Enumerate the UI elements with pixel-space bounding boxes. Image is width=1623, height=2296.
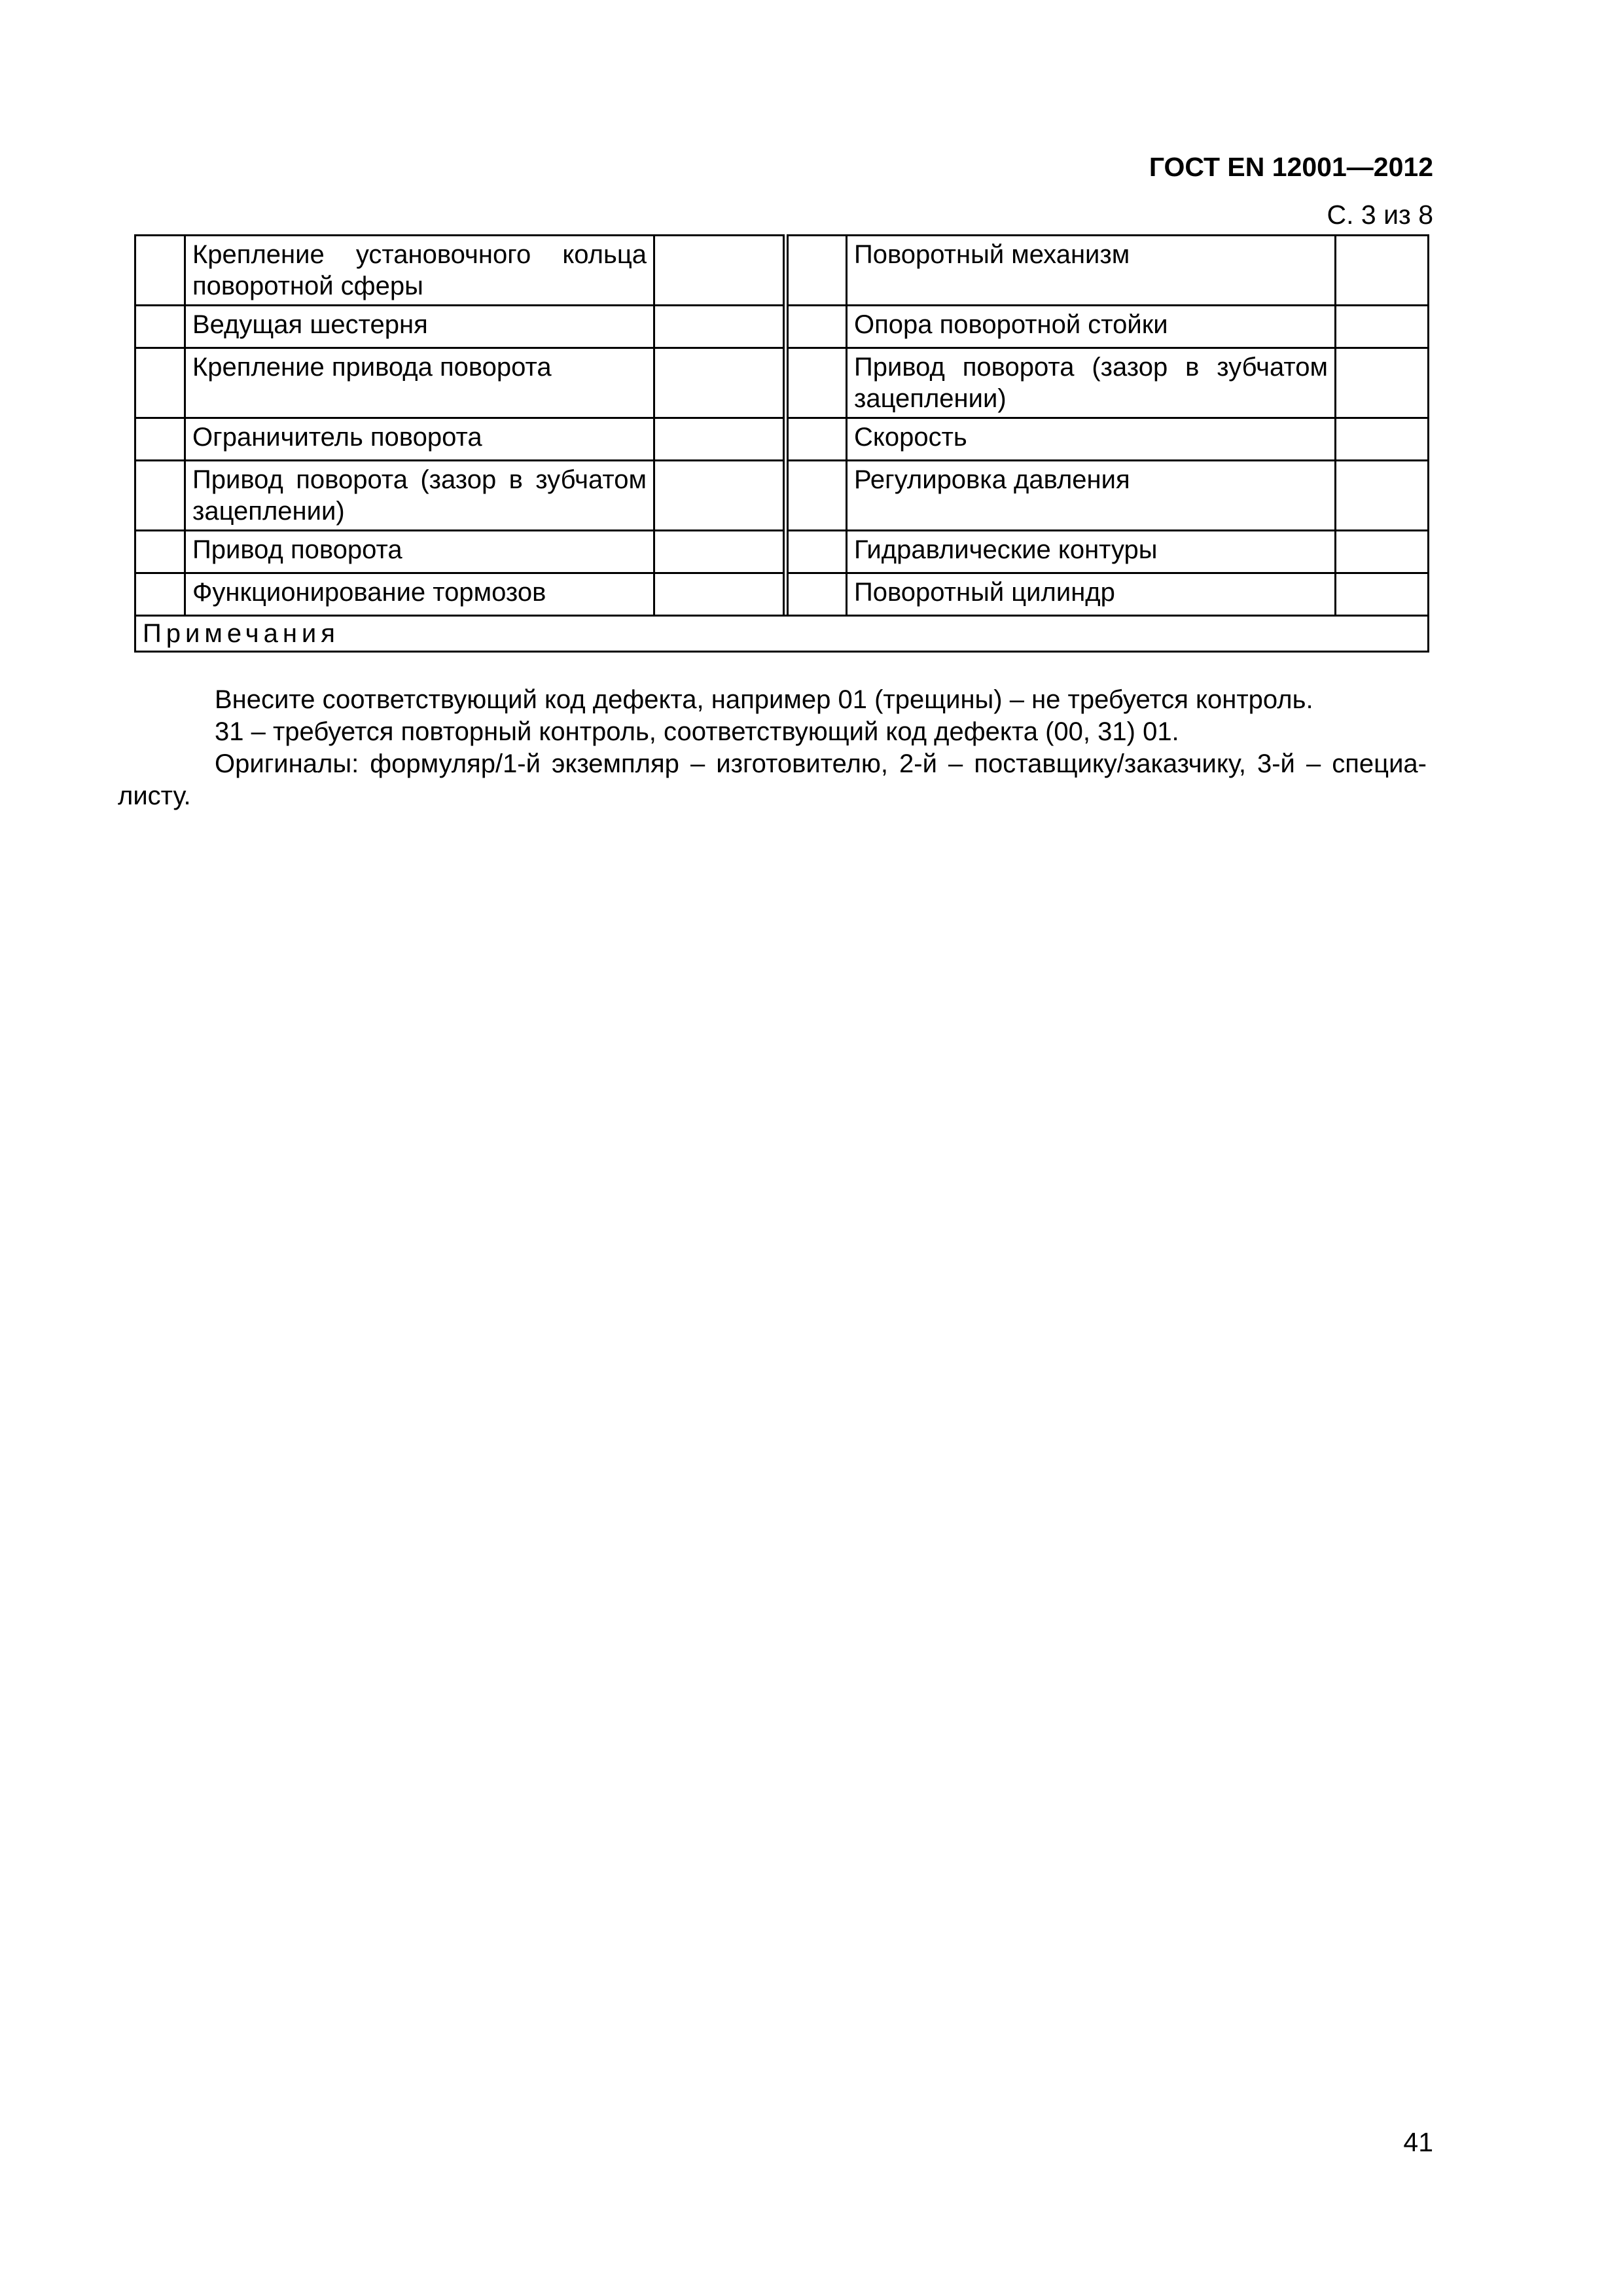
right-check-box[interactable] <box>788 461 847 531</box>
left-check-box[interactable] <box>135 573 185 616</box>
table-row <box>135 348 1429 418</box>
right-code-cell[interactable] <box>1336 348 1429 418</box>
right-item-label: Скорость <box>847 418 1336 461</box>
left-item-label: Привод поворота (зазор в зубчатом зацеплении) <box>185 461 654 531</box>
table-row <box>135 306 1429 348</box>
right-item-label: Регулировка давления <box>847 461 1336 531</box>
right-code-cell[interactable] <box>1336 418 1429 461</box>
left-code-cell[interactable] <box>654 306 784 348</box>
left-check-box[interactable] <box>135 418 185 461</box>
left-code-cell[interactable] <box>654 461 784 531</box>
left-item-label: Ведущая шестерня <box>185 306 654 348</box>
standard-designation: ГОСТ EN 12001—2012 <box>1149 152 1433 182</box>
right-item-label: Поворотный механизм <box>847 236 1336 306</box>
left-item-label: Крепление привода поворота <box>185 348 654 418</box>
right-item-label: Поворотный цилиндр <box>847 573 1336 616</box>
right-code-cell[interactable] <box>1336 531 1429 573</box>
notes-field[interactable]: Примечания <box>135 616 1429 652</box>
left-code-cell[interactable] <box>654 573 784 616</box>
left-code-cell[interactable] <box>654 418 784 461</box>
page-reference: С. 3 из 8 <box>1327 200 1433 230</box>
right-check-box[interactable] <box>788 236 847 306</box>
table-row <box>135 236 1429 306</box>
instruction-line: Внесите соответствующий код дефекта, например 01 (трещины) – не требуется контроль. <box>215 685 1313 714</box>
inspection-form-table <box>134 234 1429 653</box>
table-row <box>135 573 1429 616</box>
right-check-box[interactable] <box>788 573 847 616</box>
left-check-box[interactable] <box>135 461 185 531</box>
right-code-cell[interactable] <box>1336 461 1429 531</box>
right-item-label: Опора поворотной стойки <box>847 306 1336 348</box>
instruction-line: Оригиналы: формуляр/1-й экземпляр – изготовителю, 2-й – поставщику/заказчику, 3-й – специалисту. <box>118 749 1427 810</box>
left-item-label: Ограничитель поворота <box>185 418 654 461</box>
left-code-cell[interactable] <box>654 531 784 573</box>
right-check-box[interactable] <box>788 418 847 461</box>
table-row <box>135 461 1429 531</box>
page-number: 41 <box>1403 2127 1433 2157</box>
table-row <box>135 531 1429 573</box>
left-item-label: Функционирование тормозов <box>185 573 654 616</box>
right-code-cell[interactable] <box>1336 236 1429 306</box>
left-code-cell[interactable] <box>654 348 784 418</box>
right-check-box[interactable] <box>788 306 847 348</box>
right-check-box[interactable] <box>788 348 847 418</box>
right-item-label: Гидравлические контуры <box>847 531 1336 573</box>
left-item-label: Крепление установочного кольца поворотной сферы <box>185 236 654 306</box>
left-check-box[interactable] <box>135 236 185 306</box>
left-item-label: Привод поворота <box>185 531 654 573</box>
right-code-cell[interactable] <box>1336 573 1429 616</box>
table-row <box>135 418 1429 461</box>
right-check-box[interactable] <box>788 531 847 573</box>
notes-row <box>135 616 1429 652</box>
right-code-cell[interactable] <box>1336 306 1429 348</box>
left-check-box[interactable] <box>135 531 185 573</box>
instruction-line: 31 – требуется повторный контроль, соответствующий код дефекта (00, 31) 01. <box>215 717 1179 746</box>
left-code-cell[interactable] <box>654 236 784 306</box>
instructions-text <box>118 684 1427 812</box>
right-item-label: Привод поворота (зазор в зубчатом зацеплении) <box>847 348 1336 418</box>
left-check-box[interactable] <box>135 348 185 418</box>
left-check-box[interactable] <box>135 306 185 348</box>
